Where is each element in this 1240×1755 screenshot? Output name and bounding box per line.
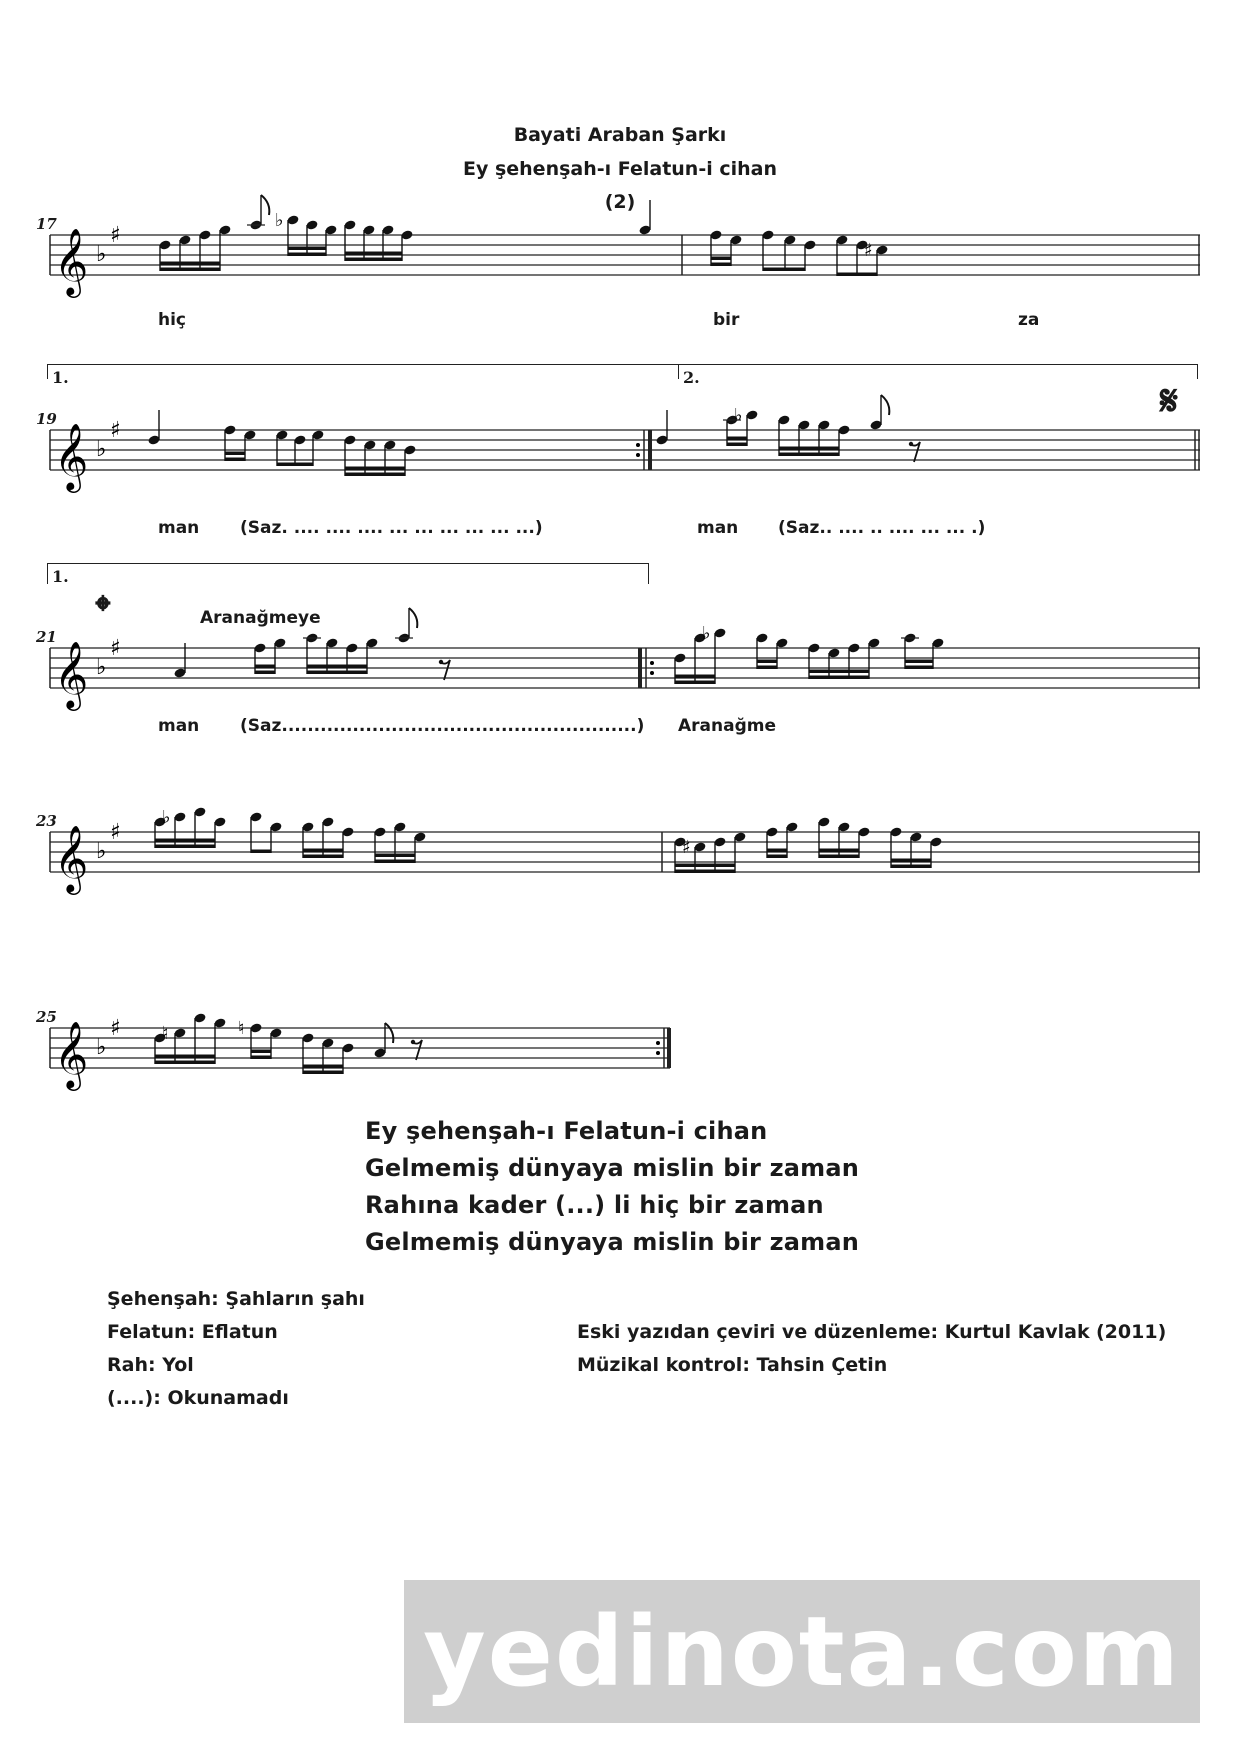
eighth-rest-icon [411,1040,415,1044]
note-beam [757,666,777,670]
lyric-syllable: za [1018,310,1040,330]
note-beam [345,467,405,471]
key-flat-icon: ♭ [96,437,107,462]
section-label: Aranağme [678,716,776,736]
measure-number: 25 [36,1008,57,1026]
coda-sign: 𝄌 [96,588,110,634]
note-beam [767,855,787,859]
measure-number: 19 [36,410,57,428]
volta-first-ending: 1. [47,563,649,584]
treble-clef-icon: 𝄞 [54,824,89,892]
note-beam [375,854,415,858]
note-beam [757,660,777,664]
key-sharp-icon: ♯ [110,820,121,845]
accidental-icon: ♮ [238,1018,245,1039]
note-beam [809,676,869,680]
staff-system-23 [50,807,1200,912]
note-beam [345,252,402,256]
treble-clef-icon: 𝄞 [54,1020,89,1088]
note-beam [675,681,715,685]
note-beam [255,671,275,675]
measure-number: 21 [36,628,57,646]
note-beam [711,263,731,267]
lyric-syllable: man [697,518,739,538]
accidental-icon: ♭ [702,623,711,644]
staff-system-17 [50,210,1200,315]
note-beam [891,865,931,869]
key-flat-icon: ♭ [96,1035,107,1060]
note-beam [905,660,933,664]
lyric-syllable: hiç [158,310,187,330]
note-beam [675,870,735,874]
lyric-instrumental: (Saz.. .... .. .... ... ... .) [778,518,986,538]
repeat-dot [656,1051,660,1055]
credit-control: Müzikal kontrol: Tahsin Çetin [577,1354,888,1376]
key-sharp-icon: ♯ [110,223,121,248]
measure-number: 17 [36,215,57,233]
note-beam [288,253,326,257]
verse-line: Gelmemiş dünyaya mislin bir zaman [365,1154,860,1182]
key-sharp-icon: ♯ [110,1016,121,1041]
watermark-text: yedinota.com [423,1595,1181,1708]
accidental-icon: ♮ [162,1023,169,1044]
lyric-syllable: man [158,716,200,736]
note-beam [767,849,787,853]
lyric-syllable: man [158,518,200,538]
page-marker: (2) [604,191,636,213]
verse-line: Ey şehenşah-ı Felatun-i cihan [365,1117,768,1145]
note-beam [255,665,275,669]
repeat-dot [656,1041,660,1045]
note-beam [345,258,402,262]
volta-first-ending: 1. [47,364,678,379]
staff-system-21 [50,623,1200,728]
direction-text: Aranağmeye [200,608,321,628]
accidental-icon: ♯ [682,837,691,858]
accidental-icon: ♯ [864,240,873,261]
note-beam [155,845,215,849]
key-flat-icon: ♭ [96,655,107,680]
note-beam [251,850,271,854]
segno-sign: 𝄋 [1160,376,1179,425]
note-beam [288,247,326,251]
note-beam [675,864,735,868]
note-beam [905,666,933,670]
song-title: Bayati Araban Şarkı [513,124,727,146]
note-beam [307,671,367,675]
eighth-rest-icon [439,660,443,664]
glossary-entry: Şehenşah: Şahların şahı [107,1288,365,1310]
note-beam [225,458,245,462]
note-beam [225,452,245,456]
repeat-dot [636,453,640,457]
key-sharp-icon: ♯ [110,636,121,661]
lyric-syllable: bir [713,310,740,330]
glossary-entry: (....): Okunamadı [107,1387,289,1409]
song-subtitle: Ey şehenşah-ı Felatun-i cihan [462,158,777,180]
note-beam [891,859,931,863]
note-beam [251,1050,271,1054]
note-beam [277,463,313,467]
note-beam [375,860,415,864]
note-flag [881,395,889,415]
credit-transcription: Eski yazıdan çeviri ve düzenleme: Kurtul Kavlak [577,1321,1090,1343]
staff-system-19 [50,405,1200,510]
note-beam [155,1055,215,1059]
key-sharp-icon: ♯ [110,418,121,443]
note-beam [303,1071,343,1075]
repeat-dot [636,443,640,447]
measure-number: 23 [36,812,57,830]
repeat-dot [650,661,654,665]
note-beam [819,849,859,853]
note-beam [160,262,220,266]
glossary-entry: Felatun: Eflatun [107,1321,278,1343]
lyric-instrumental: (Saz. .... .... .... ... ... ... ... ... ...) [240,518,543,538]
accidental-icon: ♭ [275,210,284,231]
note-beam [727,437,747,441]
eighth-rest-icon [909,442,913,446]
volta-second-ending: 2. [678,364,1198,379]
verse-line: Rahına kader (...) li hiç bir zaman [365,1191,824,1219]
note-beam [819,855,859,859]
accidental-icon: ♭ [734,405,743,426]
credit-year: (2011) [1096,1321,1167,1343]
treble-clef-icon: 𝄞 [54,640,89,708]
note-flag [385,1023,393,1043]
note-beam [155,1061,215,1065]
key-flat-icon: ♭ [96,242,107,267]
note-beam [779,453,839,457]
accidental-icon: ♭ [162,807,171,828]
note-beam [307,665,367,669]
lyric-instrumental: (Saz.......................................................) [240,716,645,736]
staff-system-25 [50,1008,670,1108]
repeat-dot [650,671,654,675]
treble-clef-icon: 𝄞 [54,422,89,490]
note-beam [809,670,869,674]
note-beam [160,268,220,272]
note-beam [251,1056,271,1060]
note-beam [837,273,877,277]
note-beam [711,257,731,261]
treble-clef-icon: 𝄞 [54,227,89,295]
note-beam [345,473,405,477]
note-beam [303,849,343,853]
verse-line: Gelmemiş dünyaya mislin bir zaman [365,1228,860,1256]
note-beam [675,675,715,679]
note-beam [155,839,215,843]
glossary-entry: Rah: Yol [107,1354,194,1376]
watermark-banner [404,1580,1200,1723]
note-beam [727,443,747,447]
key-flat-icon: ♭ [96,839,107,864]
note-beam [763,268,805,272]
note-beam [779,447,839,451]
note-beam [303,855,343,859]
note-flag [409,608,417,628]
note-beam [303,1065,343,1069]
